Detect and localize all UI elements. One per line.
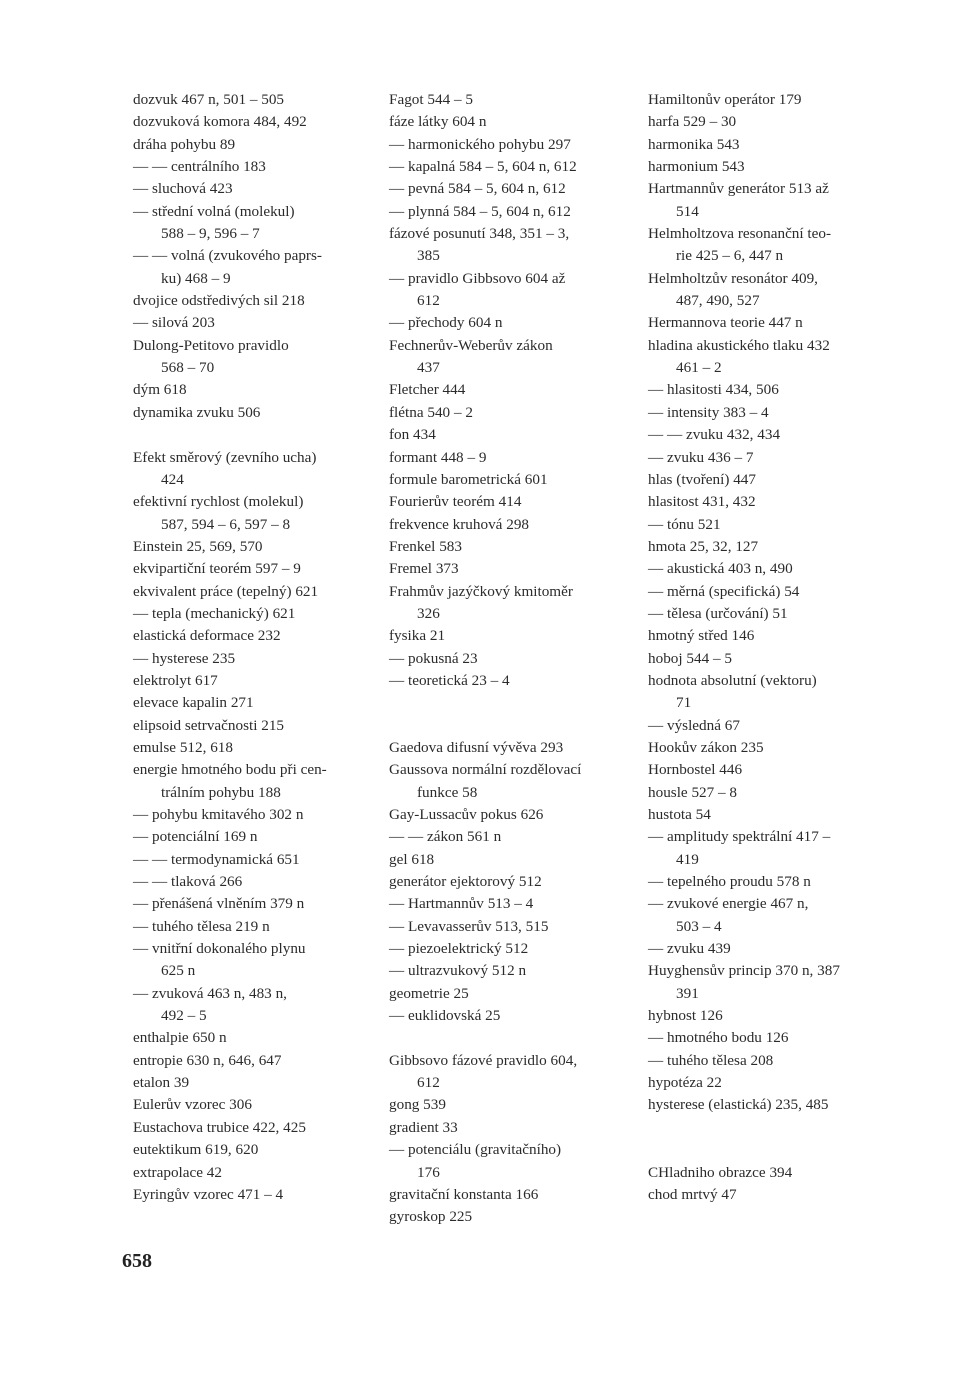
- index-entry: — tepelného proudu 578 n: [648, 873, 811, 891]
- index-entry: hybnost 126: [648, 1007, 723, 1025]
- index-entry: — piezoelektrický 512: [389, 940, 529, 958]
- index-entry: Gibbsovo fázové pravidlo 604,: [389, 1051, 578, 1069]
- index-entry: — kapalná 584 – 5, 604 n, 612: [389, 158, 577, 176]
- index-entry: Fletcher 444: [389, 381, 466, 399]
- index-entry: energie hmotného bodu při cen-: [133, 761, 327, 779]
- index-entry: — pohybu kmitavého 302 n: [133, 806, 304, 823]
- index-entry: Hookův zákon 235: [648, 738, 764, 756]
- index-entry: — přenášená vlněním 379 n: [133, 895, 305, 913]
- index-entry: — Hartmannův 513 – 4: [389, 895, 534, 913]
- index-entry: elipsoid setrvačnosti 215: [133, 716, 285, 734]
- index-entry: 326: [417, 604, 440, 622]
- index-entry: 419: [676, 850, 699, 868]
- index-entry: Eustachova trubice 422, 425: [133, 1118, 306, 1136]
- index-entry: Eulerův vzorec 306: [133, 1096, 252, 1114]
- index-entry: Gaussova normální rozdělovací: [389, 761, 582, 779]
- index-entry: — — volná (zvukového paprs-: [133, 247, 322, 265]
- index-entry: Hornbostel 446: [648, 761, 743, 779]
- index-entry: gong 539: [389, 1096, 446, 1114]
- index-entry: eutektikum 619, 620: [133, 1141, 259, 1159]
- index-entry: Gaedova difusní vývěva 293: [389, 738, 564, 756]
- index-entry: 588 – 9, 596 – 7: [161, 225, 260, 243]
- index-entry: dvojice odstředivých sil 218: [133, 292, 305, 310]
- index-entry: enthalpie 650 n: [133, 1029, 227, 1047]
- blank-line: [133, 424, 378, 446]
- index-entry: 391: [676, 984, 699, 1002]
- index-entry: — sluchová 423: [133, 180, 233, 198]
- index-entry: Hartmannův generátor 513 až: [648, 180, 829, 198]
- index-entry: rie 425 – 6, 447 n: [676, 247, 784, 265]
- index-entry: Huyghensův princip 370 n, 387: [648, 962, 840, 980]
- index-entry: fázové posunutí 348, 351 – 3,: [389, 225, 570, 243]
- index-entry: — — zvuku 432, 434: [648, 426, 781, 444]
- index-entry: Efekt směrový (zevního ucha): [133, 448, 317, 466]
- index-entry: — tuhého tělesa 219 n: [133, 917, 270, 935]
- index-entry: — přechody 604 n: [389, 314, 503, 332]
- index-entry: — vnitřní dokonalého plynu: [133, 940, 306, 958]
- index-entry: — hlasitosti 434, 506: [648, 381, 779, 399]
- index-entry: — zvukové energie 467 n,: [648, 895, 809, 913]
- index-entry: dozvuková komora 484, 492: [133, 113, 307, 131]
- index-entry: — silová 203: [133, 314, 215, 332]
- index-entry: fysika 21: [389, 627, 446, 645]
- index-entry: hysterese (elastická) 235, 485: [648, 1096, 829, 1114]
- index-entry: — Levavasserův 513, 515: [389, 917, 549, 935]
- index-entry: 612: [417, 1074, 440, 1092]
- index-entry: — teoretická 23 – 4: [389, 671, 510, 689]
- index-entry: generátor ejektorový 512: [389, 873, 542, 891]
- index-entry: hodnota absolutní (vektoru): [648, 671, 817, 689]
- index-entry: elektrolyt 617: [133, 671, 218, 689]
- index-entry: hmota 25, 32, 127: [648, 537, 759, 555]
- index-entry: — potenciálu (gravitačního): [389, 1141, 562, 1159]
- index-entry: harmonium 543: [648, 158, 745, 176]
- index-entry: hlasitost 431, 432: [648, 493, 756, 511]
- index-entry: frekvence kruhová 298: [389, 515, 530, 533]
- index-entry: dráha pohybu 89: [133, 135, 236, 153]
- index-entry: 461 – 2: [676, 359, 722, 377]
- index-entry: harmonika 543: [648, 135, 740, 153]
- index-entry: Frahmův jazýčkový kmitoměr: [389, 582, 573, 600]
- index-entry: dozvuk 467 n, 501 – 505: [133, 91, 285, 108]
- index-entry: fon 434: [389, 426, 436, 444]
- index-entry: — výsledná 67: [648, 716, 740, 734]
- index-entry: funkce 58: [417, 783, 478, 801]
- index-entry: efektivní rychlost (molekul): [133, 493, 304, 511]
- index-entry: — pravidlo Gibbsovo 604 až: [389, 269, 566, 287]
- index-entry: geometrie 25: [389, 984, 469, 1002]
- index-entry: etalon 39: [133, 1074, 190, 1092]
- index-entry: 568 – 70: [161, 359, 215, 377]
- index-entry: — intensity 383 – 4: [648, 403, 769, 421]
- index-entry: — hysterese 235: [133, 649, 236, 667]
- index-entry: flétna 540 – 2: [389, 403, 473, 421]
- index-entry: harfa 529 – 30: [648, 113, 737, 131]
- index-entry: — pevná 584 – 5, 604 n, 612: [389, 180, 566, 198]
- index-entry: 492 – 5: [161, 1007, 207, 1025]
- index-entry: — zvuku 436 – 7: [648, 448, 754, 466]
- index-entry: 424: [161, 470, 184, 488]
- index-entry: dým 618: [133, 381, 187, 399]
- index-entry: Fagot 544 – 5: [389, 91, 473, 108]
- index-entry: — ultrazvukový 512 n: [389, 962, 527, 980]
- page-number: 658: [122, 1250, 152, 1272]
- index-entry: — plynná 584 – 5, 604 n, 612: [389, 202, 571, 220]
- index-entry: extrapolace 42: [133, 1163, 222, 1181]
- index-entry: Einstein 25, 569, 570: [133, 537, 263, 555]
- index-entry: ekvipartiční teorém 597 – 9: [133, 560, 301, 578]
- index-entry: dynamika zvuku 506: [133, 403, 261, 421]
- index-entry: Dulong-Petitovo pravidlo: [133, 336, 289, 354]
- index-entry: trálním pohybu 188: [161, 783, 281, 801]
- index-entry: Helmholtzův resonátor 409,: [648, 269, 818, 287]
- index-entry: — tepla (mechanický) 621: [133, 604, 296, 622]
- index-entry: housle 527 – 8: [648, 783, 738, 801]
- index-entry: fáze látky 604 n: [389, 113, 487, 131]
- blank-line: [389, 715, 641, 737]
- index-entry: Hamiltonův operátor 179: [648, 91, 802, 108]
- index-entry: gradient 33: [389, 1118, 458, 1136]
- index-entry: formant 448 – 9: [389, 448, 487, 466]
- index-entry: Fechnerův-Weberův zákon: [389, 336, 553, 354]
- blank-line: [648, 1139, 898, 1161]
- index-entry: elevace kapalin 271: [133, 694, 254, 712]
- index-entry: — euklidovská 25: [389, 1007, 501, 1025]
- index-entry: CHladniho obrazce 394: [648, 1163, 793, 1181]
- index-entry: 587, 594 – 6, 597 – 8: [161, 515, 291, 533]
- index-entry: — tónu 521: [648, 515, 721, 533]
- index-entry: — zvuková 463 n, 483 n,: [133, 984, 287, 1002]
- blank-line: [389, 692, 641, 714]
- index-entry: — — centrálního 183: [133, 158, 266, 176]
- index-entry: — harmonického pohybu 297: [389, 135, 571, 153]
- index-entry: gravitační konstanta 166: [389, 1185, 539, 1203]
- index-entry: Hermannova teorie 447 n: [648, 314, 803, 332]
- index-entry: — tělesa (určování) 51: [648, 604, 788, 622]
- index-column-3: [648, 89, 898, 1206]
- index-entry: hlas (tvoření) 447: [648, 470, 756, 488]
- index-entry: entropie 630 n, 646, 647: [133, 1051, 282, 1069]
- index-entry: hmotný střed 146: [648, 627, 755, 645]
- index-entry: — hmotného bodu 126: [648, 1029, 789, 1047]
- index-entry: gel 618: [389, 850, 435, 868]
- index-entry: — — zákon 561 n: [389, 828, 502, 846]
- index-entry: chod mrtvý 47: [648, 1185, 737, 1203]
- index-entry: — — tlaková 266: [133, 873, 243, 891]
- index-entry: emulse 512, 618: [133, 738, 233, 756]
- index-entry: formule barometrická 601: [389, 470, 548, 488]
- index-entry: ku) 468 – 9: [161, 269, 231, 287]
- index-entry: hladina akustického tlaku 432: [648, 336, 830, 354]
- index-entry: — potenciální 169 n: [133, 828, 258, 846]
- index-entry: ekvivalent práce (tepelný) 621: [133, 582, 319, 600]
- index-entry: gyroskop 225: [389, 1208, 473, 1226]
- index-entry: — tuhého tělesa 208: [648, 1051, 774, 1069]
- index-entry: hustota 54: [648, 806, 711, 823]
- index-entry: hypotéza 22: [648, 1074, 722, 1092]
- index-entry: 487, 490, 527: [676, 292, 760, 310]
- index-entry: Fourierův teorém 414: [389, 493, 522, 511]
- index-entry: — měrná (specifická) 54: [648, 582, 800, 600]
- index-entry: — střední volná (molekul): [133, 202, 295, 220]
- index-entry: Eyringův vzorec 471 – 4: [133, 1185, 284, 1203]
- index-entry: 385: [417, 247, 440, 265]
- index-entry: Helmholtzova resonanční teo-: [648, 225, 832, 243]
- index-entry: — amplitudy spektrální 417 –: [648, 828, 831, 846]
- index-entry: Fremel 373: [389, 560, 459, 578]
- index-entry: 612: [417, 292, 440, 310]
- index-column-1: [133, 89, 378, 1206]
- index-entry: — — termodynamická 651: [133, 850, 300, 868]
- index-entry: — akustická 403 n, 490: [648, 560, 793, 578]
- index-entry: 625 n: [161, 962, 196, 980]
- index-entry: Frenkel 583: [389, 537, 462, 555]
- index-entry: Gay-Lussacův pokus 626: [389, 806, 544, 823]
- index-entry: 71: [676, 694, 692, 712]
- index-entry: elastická deformace 232: [133, 627, 281, 645]
- index-entry: hoboj 544 – 5: [648, 649, 732, 667]
- index-entry: — pokusná 23: [389, 649, 478, 667]
- blank-line: [389, 1027, 641, 1049]
- index-entry: 514: [676, 202, 699, 220]
- index-entry: 503 – 4: [676, 917, 722, 935]
- index-entry: 437: [417, 359, 440, 377]
- index-entry: 176: [417, 1163, 440, 1181]
- index-column-2: [389, 89, 641, 1229]
- blank-line: [648, 1117, 898, 1139]
- index-entry: — zvuku 439: [648, 940, 731, 958]
